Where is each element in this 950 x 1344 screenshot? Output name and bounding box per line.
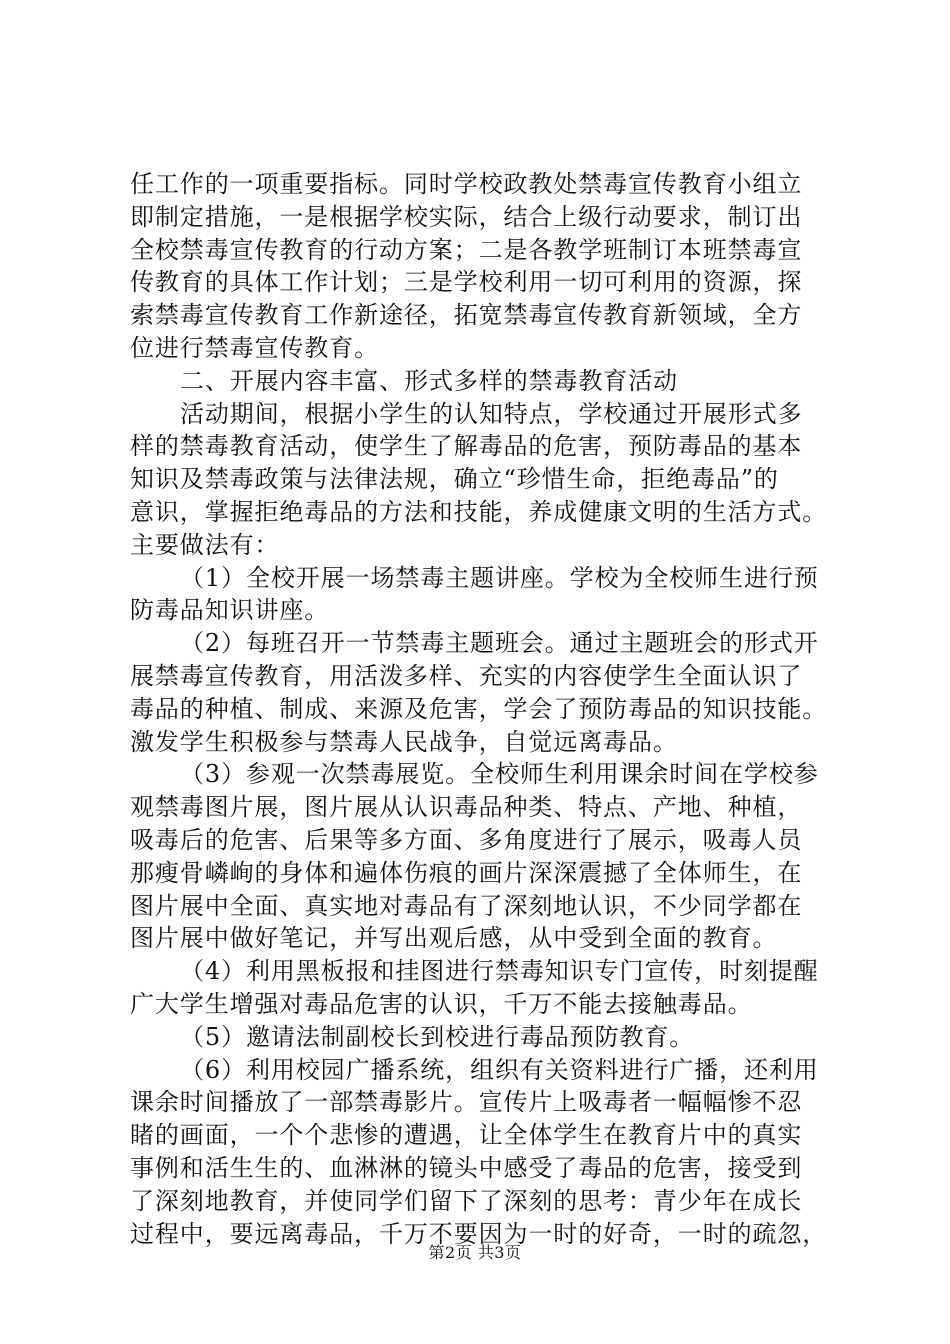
text-line: 观禁毒图片展，图片展从认识毒品种类、特点、产地、种植， bbox=[130, 793, 803, 822]
text-line: 课余时间播放了一部禁毒影片。宣传片上吸毒者一幅幅惨不忍 bbox=[130, 1088, 803, 1117]
page-footer: 第2页 共3页 bbox=[428, 1243, 522, 1262]
text-line: 位进行禁毒宣传教育。 bbox=[130, 333, 379, 362]
text-line: 睹的画面，一个个悲惨的遭遇，让全体学生在教育片中的真实 bbox=[130, 1121, 803, 1150]
text-line: （6）利用校园广播系统，组织有关资料进行广播，还利用 bbox=[180, 1055, 819, 1084]
text-line: （1）全校开展一场禁毒主题讲座。学校为全校师生进行预 bbox=[180, 563, 819, 592]
text-line: 激发学生积极参与禁毒人民战争，自觉远离毒品。 bbox=[130, 727, 678, 756]
text-line: 图片展中全面、真实地对毒品有了深刻地认识，不少同学都在 bbox=[130, 891, 803, 920]
text-line: 知识及禁毒政策与法律法规，确立“珍惜生命，拒绝毒品”的 bbox=[130, 465, 779, 494]
text-line: 吸毒后的危害、后果等多方面、多角度进行了展示，吸毒人员 bbox=[130, 825, 803, 854]
text-line: 意识，掌握拒绝毒品的方法和技能，养成健康文明的生活方式。 bbox=[130, 497, 828, 526]
text-line: 毒品的种植、制成、来源及危害，学会了预防毒品的知识技能。 bbox=[130, 694, 828, 723]
text-line: （5）邀请法制副校长到校进行毒品预防教育。 bbox=[180, 1022, 695, 1051]
text-line: 广大学生增强对毒品危害的认识，千万不能去接触毒品。 bbox=[130, 989, 753, 1018]
text-line: 二、开展内容丰富、形式多样的禁毒教育活动 bbox=[180, 366, 678, 395]
text-line: 任工作的一项重要指标。同时学校政教处禁毒宣传教育小组立 bbox=[130, 170, 803, 198]
text-line: 传教育的具体工作计划；三是学校利用一切可利用的资源，探 bbox=[130, 268, 803, 297]
text-line: 展禁毒宣传教育，用活泼多样、充实的内容使学生全面认识了 bbox=[130, 661, 803, 690]
text-line: 全校禁毒宣传教育的行动方案；二是各教学班制订本班禁毒宣 bbox=[130, 235, 803, 264]
text-line: 主要做法有： bbox=[130, 530, 280, 559]
document-body bbox=[130, 168, 830, 1250]
text-line: 防毒品知识讲座。 bbox=[130, 596, 330, 625]
text-line: 即制定措施，一是根据学校实际，结合上级行动要求，制订出 bbox=[130, 202, 803, 231]
text-line: 样的禁毒教育活动，使学生了解毒品的危害，预防毒品的基本 bbox=[130, 432, 803, 461]
text-line: 事例和活生生的、血淋淋的镜头中感受了毒品的危害，接受到 bbox=[130, 1153, 803, 1182]
text-line: 索禁毒宣传教育工作新途径，拓宽禁毒宣传教育新领域，全方 bbox=[130, 301, 803, 330]
text-line: 图片展中做好笔记，并写出观后感，从中受到全面的教育。 bbox=[130, 924, 778, 953]
text-line: （2）每班召开一节禁毒主题班会。通过主题班会的形式开 bbox=[180, 629, 819, 658]
text-line: （4）利用黑板报和挂图进行禁毒知识专门宣传，时刻提醒 bbox=[180, 957, 819, 986]
text-line: （3）参观一次禁毒展览。全校师生利用课余时间在学校参 bbox=[180, 760, 819, 789]
text-line: 那瘦骨嶙峋的身体和遍体伤痕的画片深深震撼了全体师生，在 bbox=[130, 858, 803, 887]
text-line: 了深刻地教育，并使同学们留下了深刻的思考：青少年在成长 bbox=[130, 1186, 803, 1215]
text-line: 过程中，要远离毒品，千万不要因为一时的好奇，一时的疏忽， bbox=[130, 1219, 828, 1248]
text-line: 活动期间，根据小学生的认知特点，学校通过开展形式多 bbox=[180, 399, 803, 428]
